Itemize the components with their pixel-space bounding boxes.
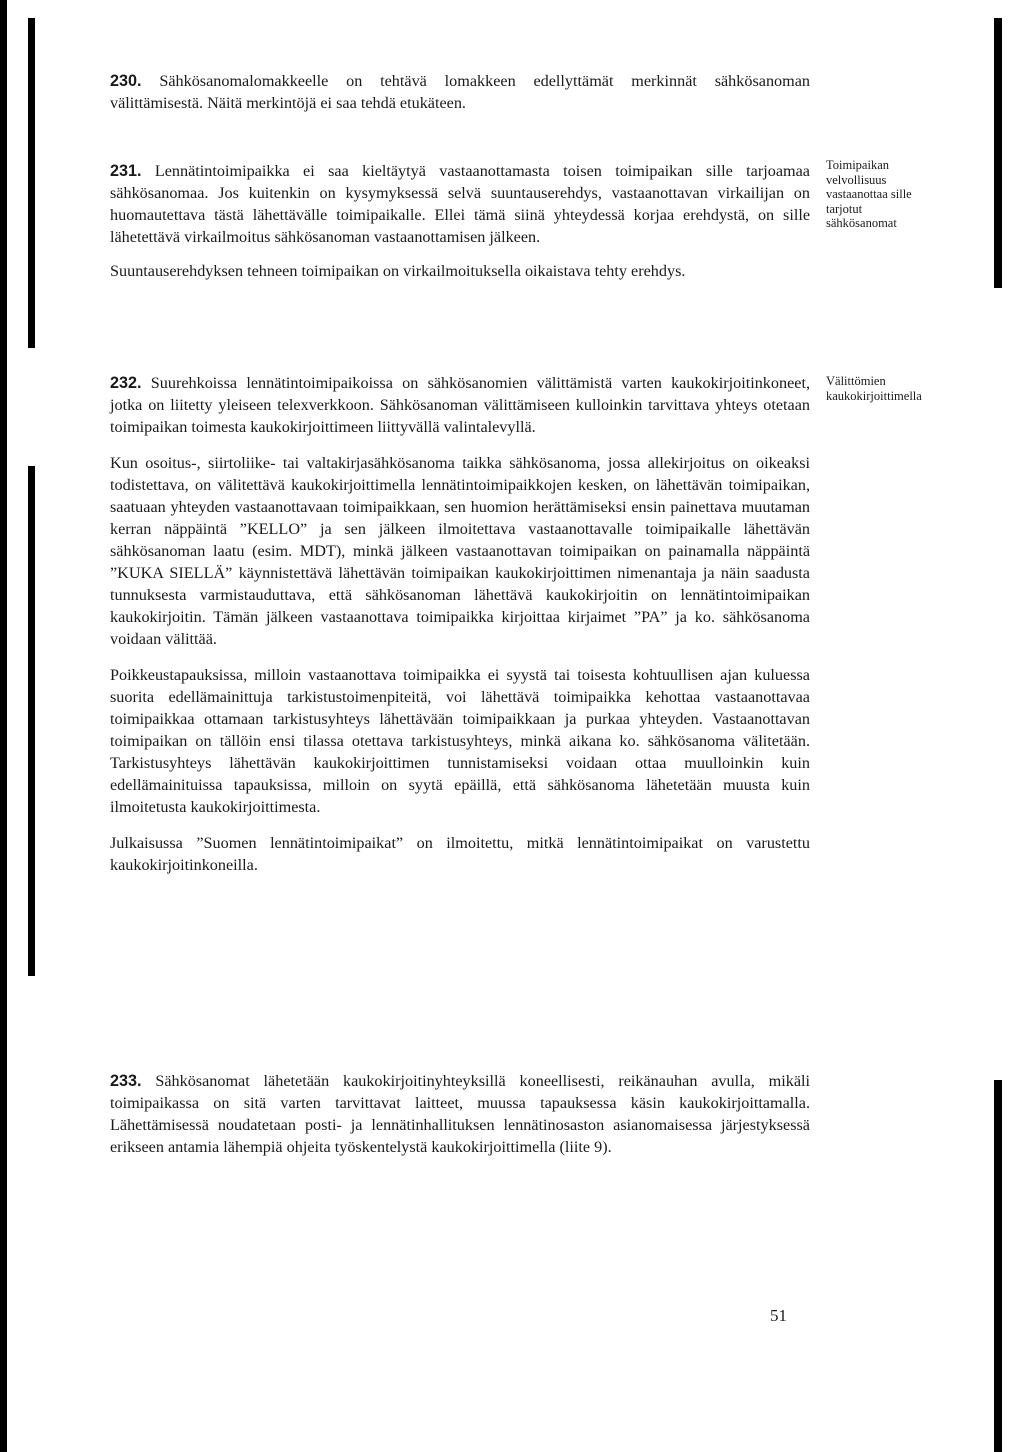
paragraph: Kun osoitus-, siirtoliike- tai valtakirjasähkösanoma taikka sähkösanoma, jossa allekirjoitus on oikeaksi todistettava, on välitettävä kaukokirjoittimella lennätintoimipaikkojen kesken, on lähettävän toimipaikan, saatuaan yhteyden vastaanottavaan toimipaikkaan, sen huomion herättämiseksi ensin painettava muutaman kerran näppäintä ”KELLO” ja sen jälkeen ilmoitettava vastaanottavalle toimipaikalle lähettävän sähkösanoman laatu (esim. MDT), minkä jälkeen vastaanottavan toimipaikan on painamalla näppäintä ”KUKA SIELLÄ” käynnistettävä lähettävän toimipaikan kaukokirjoittimen nimenantaja ja näin saadusta tunnuksesta varmistauduttava, että sähkösanoman lähettävä kaukokirjoitin on lennätintoimipaikan kaukokirjoitin. Tämän jälkeen vastaanottava toimipaikka kirjoittaa kirjaimet ”PA” ja ko. sähkösanoma voidaan välittää. [110, 454, 810, 648]
section-number: 230. [110, 72, 142, 90]
scan-mark [28, 466, 35, 976]
paragraph: Suurehkoissa lennätintoimipaikoissa on sähkösanomien välittämistä varten kaukokirjoitinkoneet, jotka on liitetty yleiseen telexverkkoon. Sähkösanoman välittämiseen kulloinkin tarvittava yhteys otetaan toimipaikan toimesta kaukokirjoittimeen liittyvällä valintalevyllä. [110, 374, 810, 436]
scan-edge-left [0, 0, 7, 1452]
section-230 [110, 70, 810, 114]
paragraph: Suuntauserehdyksen tehneen toimipaikan on virkailmoituksella oikaistava tehty erehdys. [110, 262, 686, 280]
paragraph: Sähkösanomalomakkeelle on tehtävä lomakkeen edellyttämät merkinnät sähkösanoman välittämisestä. Näitä merkintöjä ei saa tehdä etukäteen. [110, 72, 810, 112]
section-233 [110, 1070, 810, 1158]
section-232 [110, 372, 810, 876]
paragraph: Poikkeustapauksissa, milloin vastaanottava toimipaikka ei syystä tai toisesta kohtuullisen ajan kuluessa suorita edellämainittuja tarkistustoimenpiteitä, voi lähettävä toimipaikka kehottaa vastaanottavaa toimipaikkaa ottamaan tarkistusyhteys lähettävään toimipaikkaan ja purkaa yhteyden. Vastaanottavan toimipaikan on tällöin ensi tilassa otettava tarkistusyhteys, minkä aikana ko. sähkösanoma välitetään. Tarkistusyhteys lähettävän kaukokirjoittimen tunnistamiseksi voidaan ottaa muulloinkin kuin edellämainituissa tapauksissa, milloin on syytä epäillä, että sähkösanoma lähetetään muusta kuin ilmoitetusta kaukokirjoittimesta. [110, 666, 810, 816]
paragraph: Julkaisussa ”Suomen lennätintoimipaikat” on ilmoitettu, mitkä lennätintoimipaikat on varustettu kaukokirjoitinkoneilla. [110, 834, 810, 874]
margin-note: Välittömien kaukokirjoittimella [826, 374, 922, 403]
scan-mark [994, 18, 1002, 288]
paragraph: Lennätintoimipaikka ei saa kieltäytyä vastaanottamasta toisen toimipaikan sille tarjoamaa sähkösanomaa. Jos kuitenkin on kysymyksessä selvä suuntauserehdys, vastaanottavan virkailijan on huomautettava tästä lähettävälle toimipaikalle. Ellei tämä siinä yhteydessä korjaa erehdystä, on sille lähetettävä virkailmoitus sähkösanoman vastaanottamisen jälkeen. [110, 162, 810, 246]
scan-mark [28, 18, 35, 348]
section-231 [110, 160, 810, 282]
page-number: 51 [770, 1306, 787, 1325]
paragraph: Sähkösanomat lähetetään kaukokirjoitinyhteyksillä koneellisesti, reikänauhan avulla, mikäli toimipaikassa on sitä varten tarvittavat laitteet, muussa tapauksessa käsin kaukokirjoittamalla. Lähettämisessä noudatetaan posti- ja lennätinhallituksen lennätinosaston asianomaisessa järjestyksessä erikseen antamia lähempiä ohjeita työskentelystä kaukokirjoittimella (liite 9). [110, 1072, 810, 1156]
section-number: 233. [110, 1072, 142, 1090]
margin-note: Toimipaikan velvollisuus vastaanottaa sille tarjotut sähkösanomat [826, 158, 912, 230]
section-number: 232. [110, 374, 142, 392]
scan-mark [994, 1080, 1002, 1452]
section-number: 231. [110, 162, 142, 180]
